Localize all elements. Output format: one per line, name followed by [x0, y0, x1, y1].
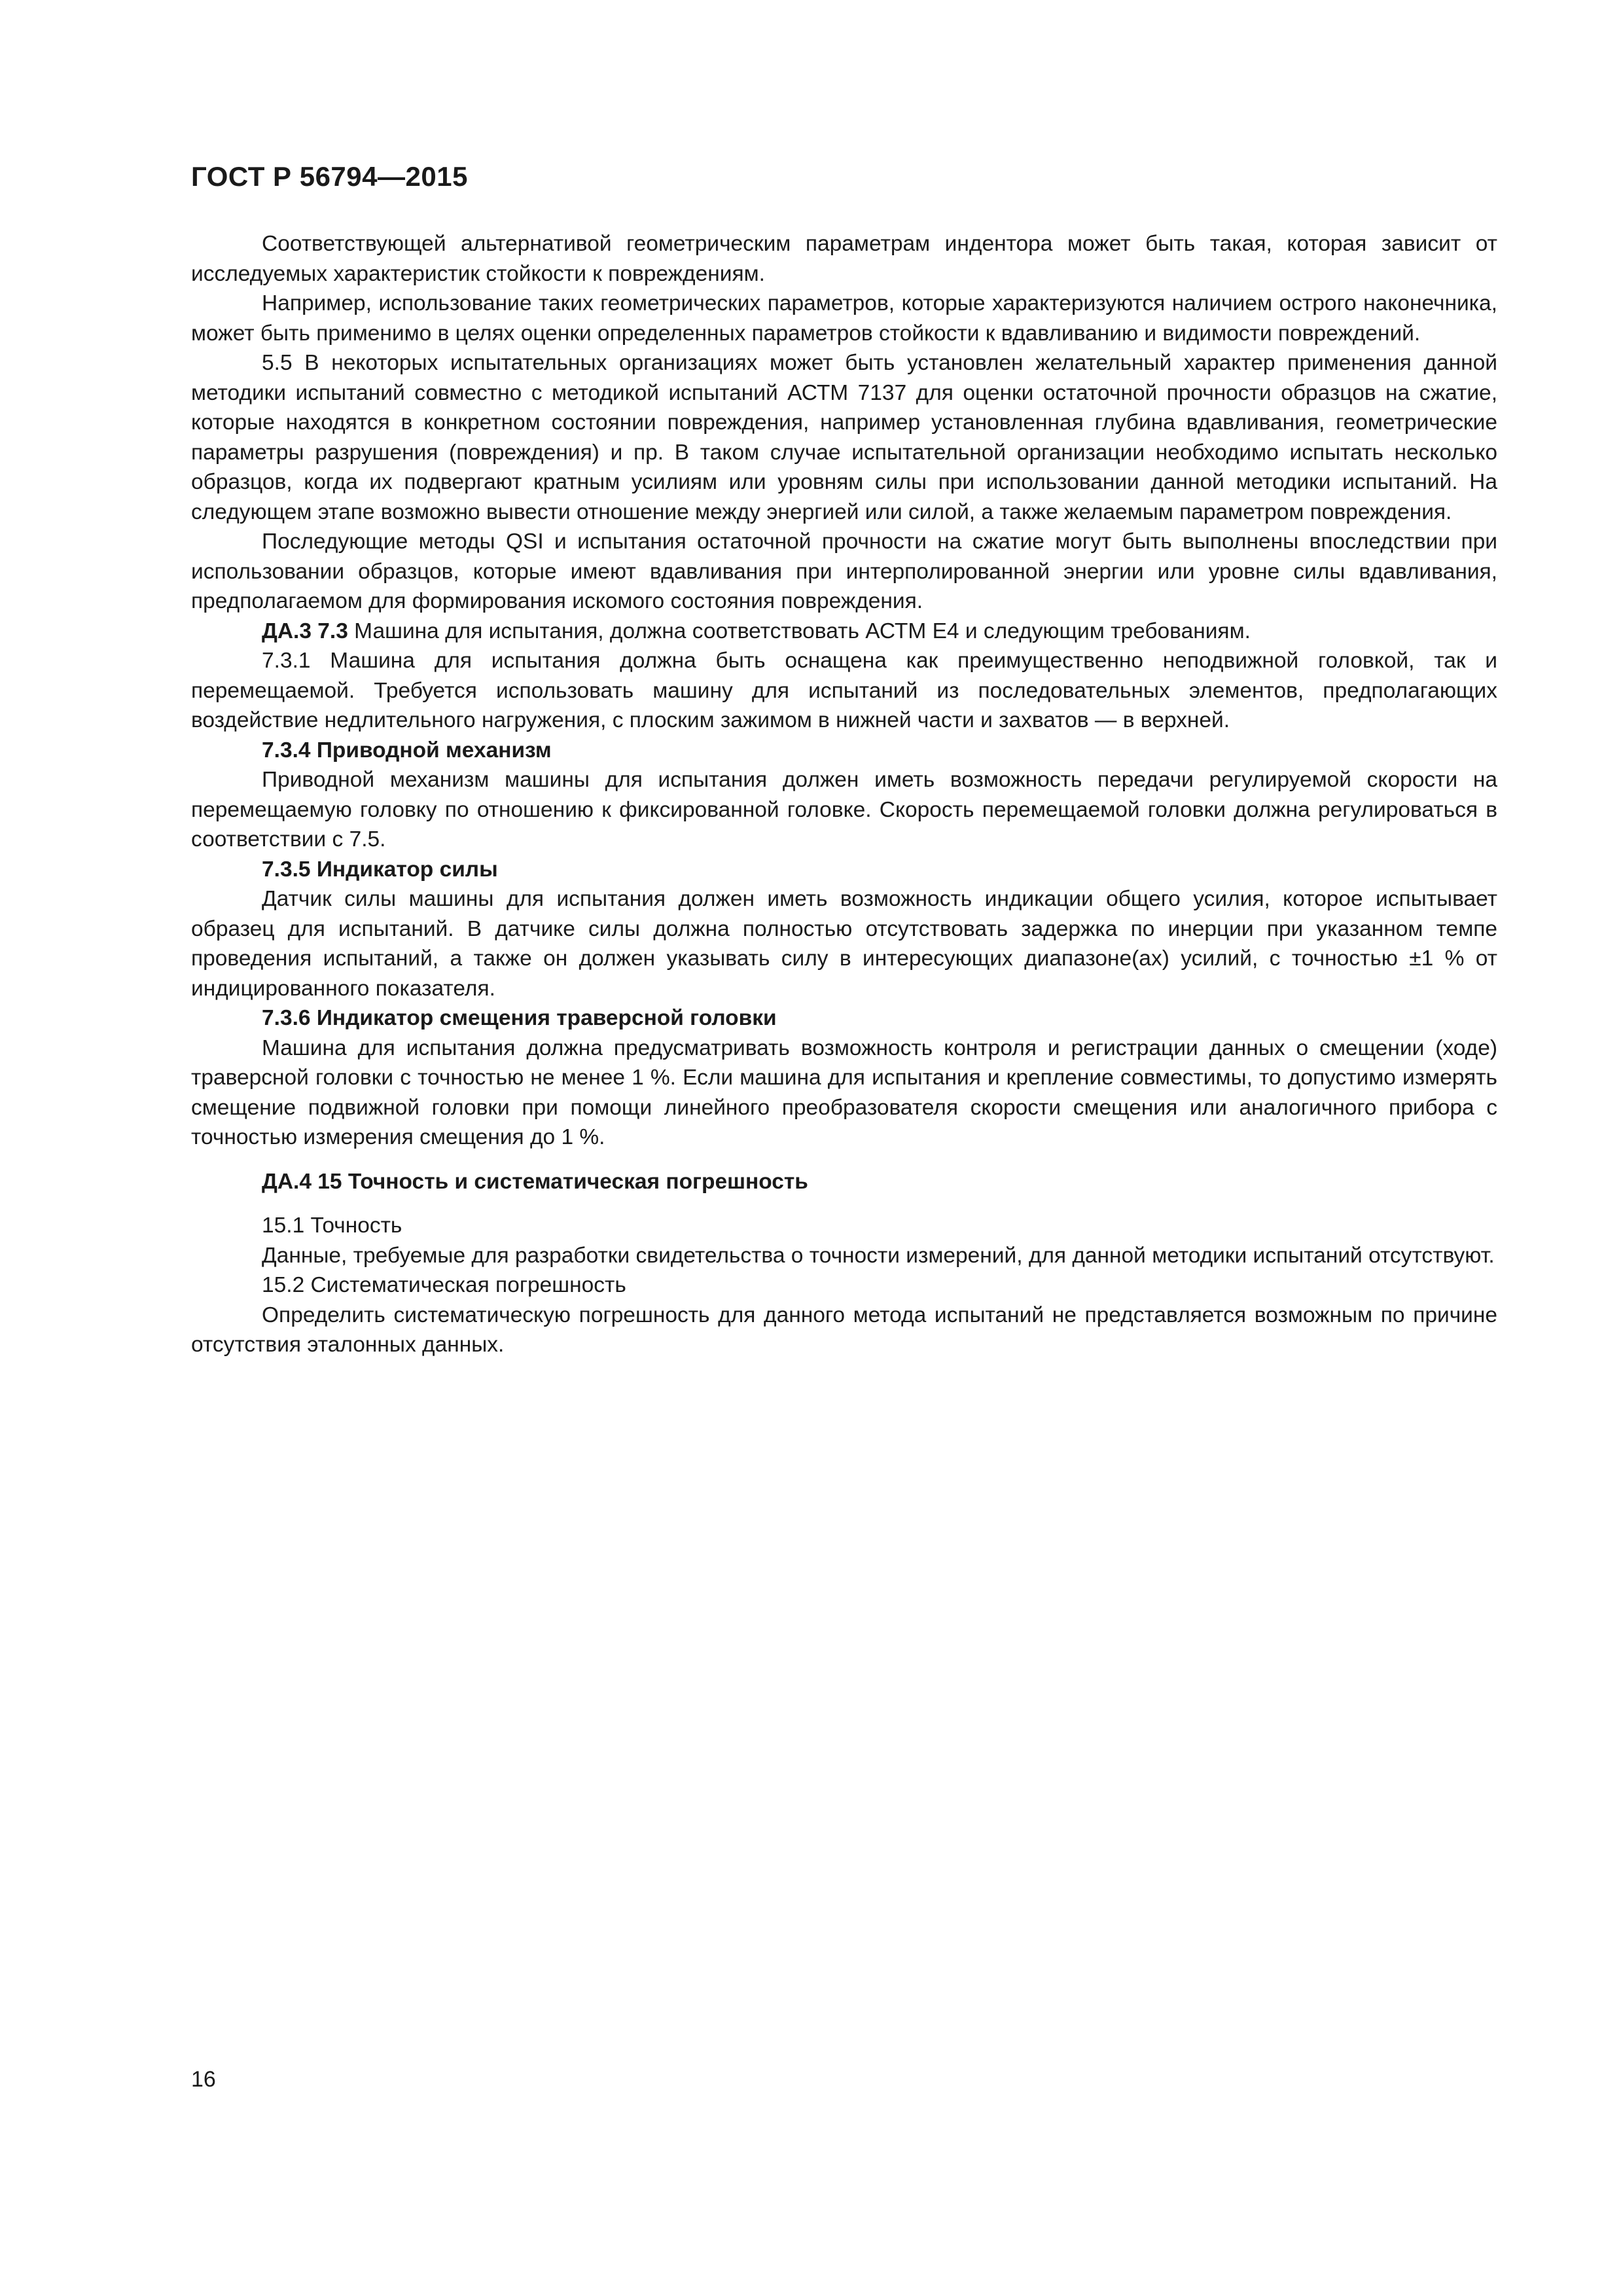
paragraph-da3-7-3 [191, 617, 1497, 647]
clause-label-da3: ДА.3 7.3 [262, 619, 348, 643]
paragraph-15-1: 15.1 Точность [262, 1213, 402, 1238]
paragraph-crosshead-displacement: Машина для испытания должна предусматривать возможность контроля и регистрации данных о смещении (ходе) траверсной головки с точностью не менее 1 %. Если машина для испытания и крепление совместимы, то допустимо измерять смещение подвижной головки при помощи линейного преобразователя скорости смещения или аналогичного прибора с точностью измерения смещения до 1 %. [191, 1035, 1497, 1149]
paragraph-indentor-alternative: Соответствующей альтернативой геометрическим параметрам индентора может быть такая, которая зависит от исследуемых характеристик стойкости к повреждениям. [191, 232, 1497, 286]
page-number: 16 [191, 2067, 216, 2092]
section-heading-7-3-4: 7.3.4 Приводной механизм [262, 738, 552, 762]
document-header: ГОСТ Р 56794—2015 [191, 161, 468, 192]
paragraph-5-5: 5.5 В некоторых испытательных организациях может быть установлен желательный характер применения данной методики испытаний совместно с методикой испытаний АСТМ 7137 для оценки остаточной прочности образцов на сжатие, которые находятся в конкретном состоянии повреждения, например установленная глубина вдавливания, геометрические параметры разрушения (повреждения) и пр. В таком случае испытательной организации необходимо испытать несколько образцов, когда их подвергают кратным усилиям или уровням силы при использовании данной методики испытаний. На следующем этапе возможно вывести отношение между энергией или силой, а также желаемым параметром повреждения. [191, 351, 1497, 524]
paragraph-15-2: 15.2 Систематическая погрешность [262, 1273, 626, 1297]
section-heading-da4: ДА.4 15 Точность и систематическая погрешность [262, 1169, 808, 1194]
paragraph-sharp-tip: Например, использование таких геометрических параметров, которые характеризуются наличием острого наконечника, может быть применимо в целях оценки определенных параметров стойкости к вдавливанию и видимости повреждений. [191, 291, 1497, 346]
paragraph-precision-data: Данные, требуемые для разработки свидетельства о точности измерений, для данной методики испытаний отсутствуют. [262, 1243, 1495, 1268]
paragraph-bias: Определить систематическую погрешность для данного метода испытаний не представляется возможным по причине отсутствия эталонных данных. [191, 1302, 1497, 1357]
paragraph-drive-mechanism: Приводной механизм машины для испытания должен иметь возможность передачи регулируемой скорости на перемещаемую головку по отношению к фиксированной головке. Скорость перемещаемой головки должна регулироваться в соответствии с 7.5. [191, 768, 1497, 852]
paragraph-7-3-1: 7.3.1 Машина для испытания должна быть оснащена как преимущественно неподвижной головкой, так и перемещаемой. Требуется использовать машину для испытаний из последовательных элементов, предполагающих воздействие недлительного нагружения, с плоским зажимом в нижней части и захватов — в верхней. [191, 649, 1497, 732]
paragraph-qsi-methods: Последующие методы QSI и испытания остаточной прочности на сжатие могут быть выполнены впоследствии при использовании образцов, которые имеют вдавливания при интерполированной энергии или уровне силы вдавливания, предполагаемом для формирования искомого состояния повреждения. [191, 529, 1497, 613]
paragraph-force-indicator: Датчик силы машины для испытания должен иметь возможность индикации общего усилия, которое испытывает образец для испытаний. В датчике силы должна полностью отсутствовать задержка по инерции при указанном темпе проведения испытаний, а также он должен указывать силу в интересующих диапазоне(ах) усилий, с точностью ±1 % от индицированного показателя. [191, 887, 1497, 1001]
clause-text-da3: Машина для испытания, должна соответствовать АСТМ Е4 и следующим требованиям. [348, 619, 1251, 643]
section-heading-7-3-6: 7.3.6 Индикатор смещения траверсной головки [262, 1006, 777, 1030]
document-body [191, 229, 1497, 1360]
section-heading-7-3-5: 7.3.5 Индикатор силы [262, 857, 498, 882]
